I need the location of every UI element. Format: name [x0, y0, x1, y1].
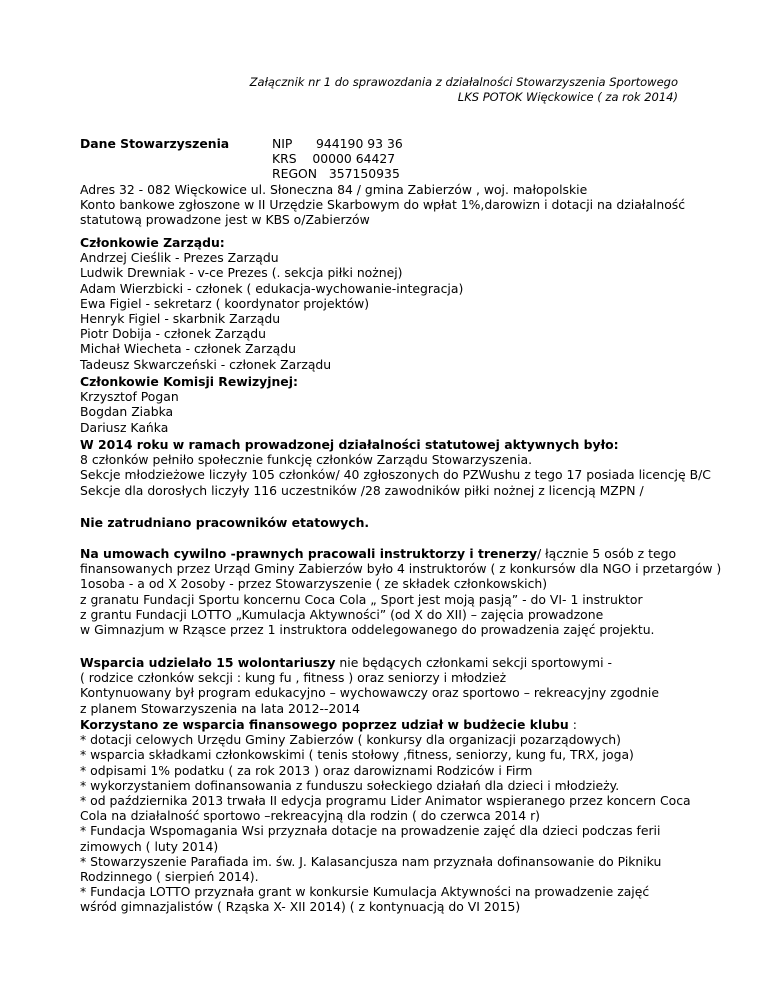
financial-support-item: * odpisami 1% podatku ( za rok 2013 ) oraz darowiznami Rodziców i Firm	[80, 762, 533, 778]
active-members-line: Sekcje młodzieżowe liczyły 105 członków/ 40 zgłoszonych do PZWushu z tego 17 posiada licencję B/C	[80, 467, 711, 483]
board-heading: Członkowie Zarządu:	[80, 235, 225, 250]
no-employees-statement: Nie zatrudniano pracowników etatowych.	[80, 515, 370, 530]
financial-support-item: * wsparcia składkami członkowskimi ( tenis stołowy ,fitness, seniorzy, kung fu, TRX, joga)	[80, 747, 634, 763]
board-member: Michał Wiecheta - członek Zarządu	[80, 341, 296, 357]
volunteers-line: ( rodzice członków sekcji : kung fu , fitness ) oraz seniorzy i młodzież	[80, 670, 507, 686]
board-member: Ewa Figiel - sekretarz ( koordynator projektów)	[80, 295, 370, 311]
financial-support-item: * dotacji celowych Urzędu Gminy Zabierzów ( konkursy dla organizacji pozarządowych)	[80, 732, 621, 748]
contracts-section	[80, 546, 722, 638]
association-data-label: Dane Stowarzyszenia	[80, 136, 230, 151]
krs-value: KRS 00000 64427	[272, 151, 396, 167]
financial-support-item: zimowych ( luty 2014)	[80, 838, 219, 854]
audit-committee-member: Krzysztof Pogan	[80, 389, 179, 405]
bank-account-line-2: statutową prowadzone jest w KBS o/Zabierzów	[80, 212, 370, 228]
audit-committee-section	[80, 374, 700, 435]
financial-support-item: * od października 2013 trwała II edycja programu Lider Animator wspieranego przez koncern Coca	[80, 793, 691, 809]
financial-support-colon: :	[568, 717, 577, 732]
contracts-line: 1osoba - a od X 2osoby - przez Stowarzyszenie ( ze składek członkowskich)	[80, 576, 548, 592]
board-member: Adam Wierzbicki - członek ( edukacja-wychowanie-integracja)	[80, 280, 464, 296]
address-line: Adres 32 - 082 Więckowice ul. Słoneczna 84 / gmina Zabierzów , woj. małopolskie	[80, 181, 588, 197]
contracts-count: / łącznie 5 osób z tego	[537, 546, 677, 561]
volunteers-desc: nie będących członkami sekcji sportowymi -	[335, 655, 612, 670]
active-members-line: 8 członków pełniło społecznie funkcję członków Zarządu Stowarzyszenia.	[80, 452, 533, 468]
financial-support-item: Cola na działalność sportowo –rekreacyjną dla rodzin ( do czerwca 2014 r)	[80, 808, 541, 824]
employees-section	[80, 515, 700, 530]
active-members-section	[80, 437, 711, 498]
nip-value: NIP 944190 93 36	[272, 136, 403, 151]
volunteers-heading: Wsparcia udzielało 15 wolontariuszy	[80, 655, 336, 670]
board-section	[80, 235, 700, 372]
regon-value: REGON 357150935	[272, 166, 400, 182]
association-data-section	[80, 136, 700, 227]
attachment-header	[118, 75, 678, 105]
financial-support-item: * Fundacja Wspomagania Wsi przyznała dotacje na prowadzenie zajęć dla dzieci podczas ferii	[80, 823, 661, 839]
volunteers-line: z planem Stowarzyszenia na lata 2012--2014	[80, 700, 361, 716]
financial-support-heading: Korzystano ze wsparcia finansowego poprzez udział w budżecie klubu	[80, 717, 569, 732]
volunteers-line: Kontynuowany był program edukacyjno – wychowawczy oraz sportowo – rekreacyjny zgodnie	[80, 685, 659, 701]
active-members-line: Sekcje dla dorosłych liczyły 116 uczestników /28 zawodników piłki nożnej z licencją MZPN /	[80, 482, 644, 498]
financial-support-item: Rodzinnego ( sierpień 2014).	[80, 869, 259, 885]
volunteers-section	[80, 655, 700, 716]
financial-support-item: wśród gimnazjalistów ( Rząska X- XII 2014) ( z kontynuacją do VI 2015)	[80, 899, 521, 915]
audit-committee-member: Bogdan Ziabka	[80, 404, 174, 420]
audit-committee-member: Dariusz Kańka	[80, 419, 169, 435]
board-member: Ludwik Drewniak - v-ce Prezes (. sekcja piłki nożnej)	[80, 265, 403, 281]
board-member: Andrzej Cieślik - Prezes Zarządu	[80, 250, 279, 266]
financial-support-item: * Fundacja LOTTO przyznała grant w konkursie Kumulacja Aktywności na prowadzenie zajęć	[80, 884, 650, 900]
financial-support-section	[80, 717, 700, 915]
financial-support-item: * wykorzystaniem dofinansowania z funduszu sołeckiego działań dla dzieci i młodzieży.	[80, 777, 620, 793]
header-line-2: LKS POTOK Więckowice ( za rok 2014)	[457, 90, 678, 104]
bank-account-line-1: Konto bankowe zgłoszone w II Urzędzie Skarbowym do wpłat 1%,darowizn i dotacji na działalność	[80, 196, 686, 212]
contracts-line: w Gimnazjum w Rząsce przez 1 instruktora oddelegowanego do prowadzenia zajęć projektu.	[80, 622, 655, 638]
contracts-line: finansowanych przez Urząd Gminy Zabierzów było 4 instruktorów ( z konkursów dla NGO i przetargów )	[80, 561, 722, 577]
board-member: Henryk Figiel - skarbnik Zarządu	[80, 311, 281, 327]
financial-support-item: * Stowarzyszenie Parafiada im. św. J. Kalasancjusza nam przyznała dofinansowanie do Pikniku	[80, 853, 662, 869]
contracts-heading: Na umowach cywilno -prawnych pracowali instruktorzy i trenerzy	[80, 546, 538, 561]
board-member: Tadeusz Skwarczeński - członek Zarządu	[80, 356, 332, 372]
board-member: Piotr Dobija - członek Zarządu	[80, 326, 266, 342]
contracts-line: z grantu Fundacji LOTTO „Kumulacja Aktywności” (od X do XII) – zajęcia prowadzone	[80, 606, 604, 622]
contracts-line: z granatu Fundacji Sportu koncernu Coca Cola „ Sport jest moją pasją” - do VI- 1 instruktor	[80, 591, 643, 607]
active-members-heading: W 2014 roku w ramach prowadzonej działalności statutowej aktywnych było:	[80, 437, 619, 452]
audit-committee-heading: Członkowie Komisji Rewizyjnej:	[80, 374, 298, 389]
header-line-1: Załącznik nr 1 do sprawozdania z działalności Stowarzyszenia Sportowego	[249, 75, 678, 89]
